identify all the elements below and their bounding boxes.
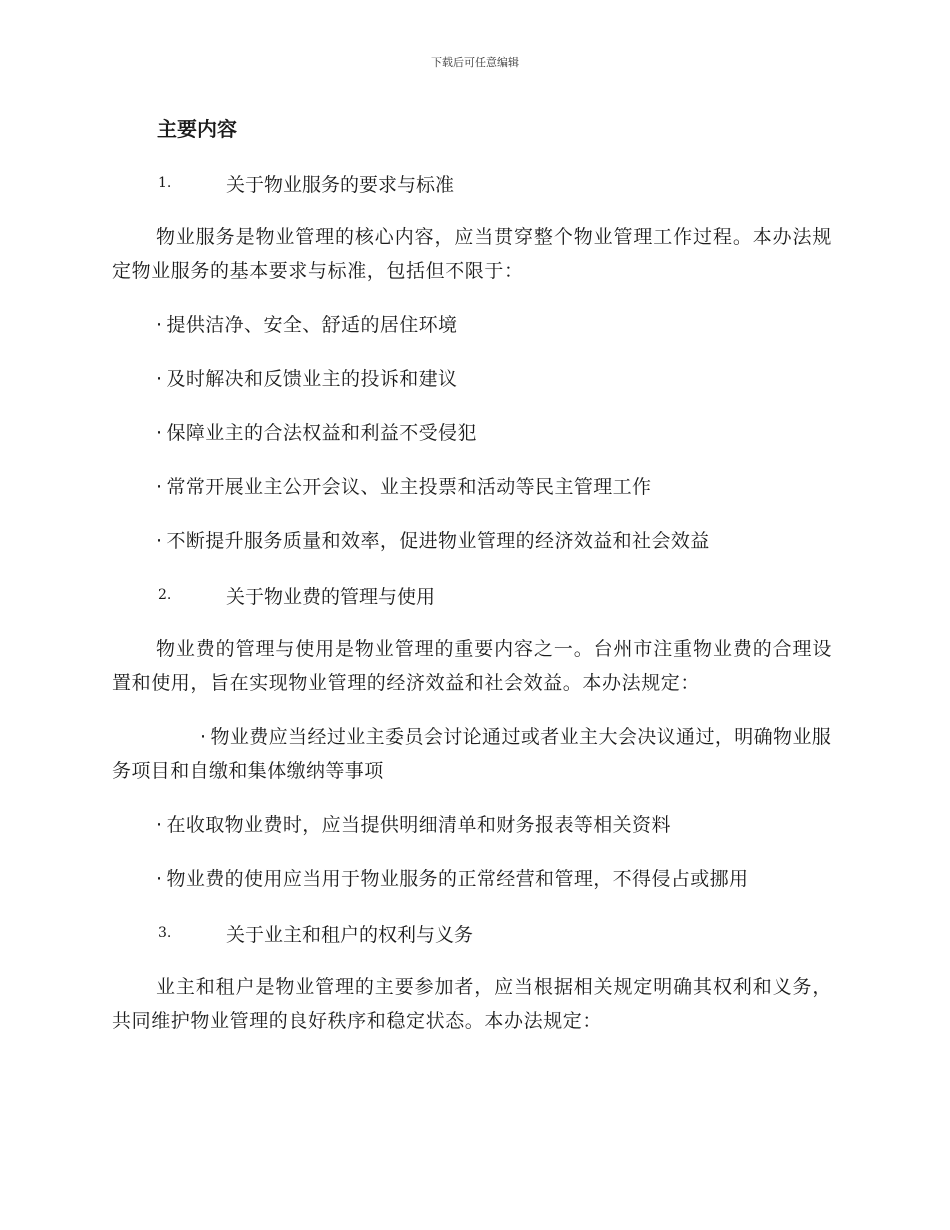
section-intro: 业主和租户是物业管理的主要参加者，应当根据相关规定明确其权利和义务，共同维护物业管理的良好秩序和稳定状态。本办法规定： [112, 976, 832, 1032]
header-note: 下载后可任意编辑 [431, 56, 519, 69]
bullet-text: 保障业主的合法权益和利益不受侵犯 [166, 422, 477, 444]
bullet-dot-icon: · [156, 314, 163, 336]
section-title: 关于物业费的管理与使用 [226, 585, 436, 608]
bullet-text: 常常开展业主公开会议、业主投票和活动等民主管理工作 [166, 476, 652, 498]
bullet-dot-icon: · [156, 368, 163, 390]
bullet-dot-icon: · [156, 868, 163, 890]
section-number: 2. [158, 587, 172, 603]
bullet-dot-icon: · [200, 726, 207, 748]
bullet-text: 物业费应当经过业主委员会讨论通过或者业主大会决议通过，明确物业服务项目和自缴和集体缴纳等事项 [112, 726, 832, 782]
section-heading [112, 166, 832, 200]
section-title: 关于业主和租户的权利与义务 [226, 923, 474, 946]
section-heading [112, 578, 832, 612]
bullet-item [112, 416, 832, 450]
section-intro: 物业服务是物业管理的核心内容，应当贯穿整个物业管理工作过程。本办法规定物业服务的基本要求与标准，包括但不限于： [112, 226, 832, 282]
bullet-dot-icon: · [156, 422, 163, 444]
bullet-dot-icon: · [156, 814, 163, 836]
bullet-item [112, 524, 832, 558]
section-number: 1. [158, 175, 172, 191]
bullet-text: 不断提升服务质量和效率，促进物业管理的经济效益和社会效益 [166, 530, 710, 552]
section-number: 3. [158, 925, 172, 941]
bullet-item [112, 862, 832, 896]
bullet-item [112, 308, 832, 342]
section-intro: 物业费的管理与使用是物业管理的重要内容之一。台州市注重物业费的合理设置和使用，旨在实现物业管理的经济效益和社会效益。本办法规定： [112, 638, 832, 694]
bullet-item [112, 808, 832, 842]
bullet-text: 及时解决和反馈业主的投诉和建议 [166, 368, 458, 390]
bullet-text: 在收取物业费时，应当提供明细清单和财务报表等相关资料 [166, 814, 671, 836]
bullet-item [112, 720, 832, 788]
bullet-dot-icon: · [156, 476, 163, 498]
bullet-item [112, 362, 832, 396]
bullet-text: 提供洁净、安全、舒适的居住环境 [166, 314, 458, 336]
bullet-text: 物业费的使用应当用于物业服务的正常经营和管理，不得侵占或挪用 [166, 868, 749, 890]
document-body [112, 112, 832, 1038]
bullet-item [112, 470, 832, 504]
section-title: 关于物业服务的要求与标准 [226, 173, 455, 196]
bullet-dot-icon: · [156, 530, 163, 552]
section-heading [112, 916, 832, 950]
page-title: 主要内容 [157, 117, 237, 141]
